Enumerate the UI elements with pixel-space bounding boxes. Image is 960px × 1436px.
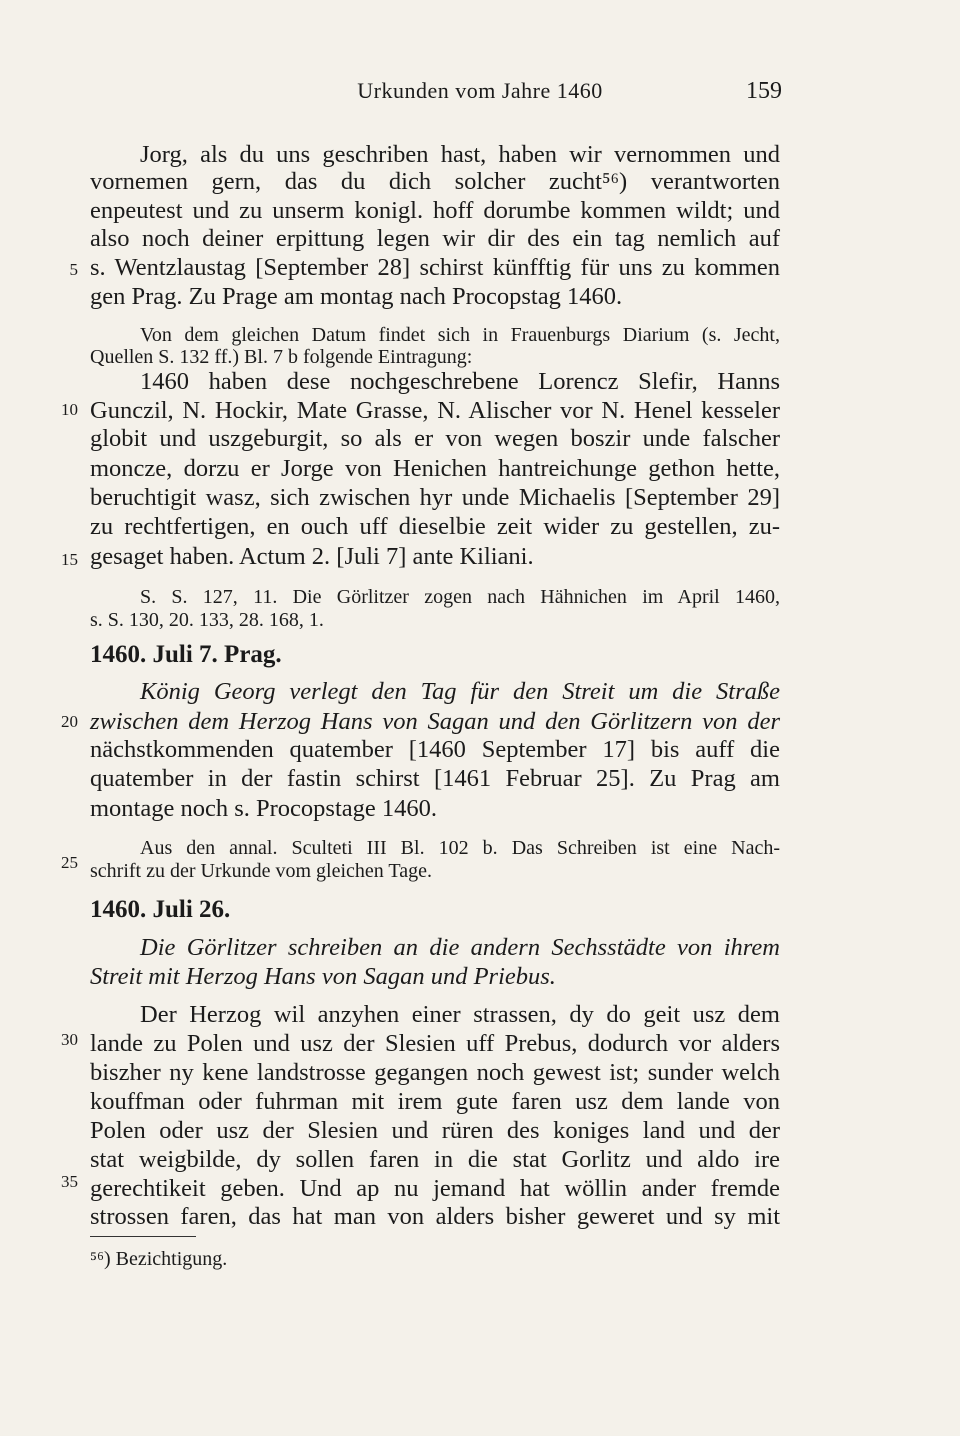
text-line: enpeutest und zu unserm konigl. hoff dorumbe kommen wildt; und xyxy=(90,197,780,224)
text-line: 1460 haben dese nochgeschrebene Lorencz Slefir, Hanns xyxy=(140,368,780,395)
text-line: Polen oder usz der Slesien und rüren des koniges land und der xyxy=(90,1117,780,1144)
note-line: Von dem gleichen Datum findet sich in Frauenburgs Diarium (s. Jecht, xyxy=(140,324,780,346)
text-line: biszher ny kene landstrosse gegangen noch gewest ist; sunder welch xyxy=(90,1059,780,1086)
note-line: s. S. 130, 20. 133, 28. 168, 1. xyxy=(90,609,324,631)
text-line: zu rechtfertigen, en ouch uff dieselbie zeit wider zu gestellen, zu- xyxy=(90,513,780,540)
section-heading: 1460. Juli 26. xyxy=(90,896,231,923)
text-line: globit und uszgeburgit, so als er von wegen boszir unde falscher xyxy=(90,425,780,452)
text-line: Gunczil, N. Hockir, Mate Grasse, N. Alischer vor N. Henel kesseler xyxy=(90,397,780,424)
text-line: vornemen gern, das du dich solcher zucht⁵⁶) verantworten xyxy=(90,168,780,195)
line-number: 5 xyxy=(69,260,78,279)
note-line: Aus den annal. Sculteti III Bl. 102 b. Das Schreiben ist eine Nach- xyxy=(140,837,780,859)
text-line: zwischen dem Herzog Hans von Sagan und den Görlitzern von der xyxy=(90,708,780,735)
text-line: gen Prag. Zu Prage am montag nach Procopstag 1460. xyxy=(90,283,623,310)
text-line: Der Herzog wil anzyhen einer strassen, dy do geit usz dem xyxy=(140,1001,780,1028)
text-line: gerechtikeit geben. Und ap nu jemand hat wöllin ander fremde xyxy=(90,1175,780,1202)
running-header: Urkunden vom Jahre 1460 xyxy=(357,78,603,103)
text-line: moncze, dorzu er Jorge von Henichen hantreichunge gethon hette, xyxy=(90,455,780,482)
text-line: Streit mit Herzog Hans von Sagan und Priebus. xyxy=(90,963,556,990)
text-line: kouffman oder fuhrman mit irem gute faren usz dem lande von xyxy=(90,1088,780,1115)
line-number: 20 xyxy=(61,712,78,731)
line-number: 10 xyxy=(61,400,78,419)
page-number: 159 xyxy=(746,78,782,104)
line-number: 25 xyxy=(61,853,78,872)
footnote-rule xyxy=(90,1236,196,1237)
text-line: Jorg, als du uns geschriben hast, haben wir vernommen und xyxy=(140,141,780,168)
text-line: beruchtigit wasz, sich zwischen hyr unde Michaelis [September 29] xyxy=(90,484,780,511)
text-line: lande zu Polen und usz der Slesien uff Prebus, dodurch vor alders xyxy=(90,1030,780,1057)
text-line: König Georg verlegt den Tag für den Streit um die Straße xyxy=(140,678,780,705)
text-line: stat weigbilde, dy sollen faren in die stat Gorlitz und aldo ire xyxy=(90,1146,780,1173)
text-line: Die Görlitzer schreiben an die andern Sechsstädte von ihrem xyxy=(140,934,780,961)
line-number: 35 xyxy=(61,1172,78,1191)
line-number: 30 xyxy=(61,1030,78,1049)
text-line: quatember in der fastin schirst [1461 Februar 25]. Zu Prag am xyxy=(90,765,780,792)
text-line: gesaget haben. Actum 2. [Juli 7] ante Kiliani. xyxy=(90,543,534,570)
note-line: S. S. 127, 11. Die Görlitzer zogen nach Hähnichen im April 1460, xyxy=(140,586,780,608)
text-line: strossen faren, das hat man von alders bisher geweret und sy mit xyxy=(90,1203,780,1230)
section-heading: 1460. Juli 7. Prag. xyxy=(90,641,282,668)
text-line: also noch deiner erpittung legen wir dir des ein tag nemlich auf xyxy=(90,225,780,252)
text-line: montage noch s. Procopstage 1460. xyxy=(90,795,438,822)
note-line: Quellen S. 132 ff.) Bl. 7 b folgende Eintragung: xyxy=(90,346,473,368)
text-line: nächstkommenden quatember [1460 September 17] bis auff die xyxy=(90,736,780,763)
footnote: ⁵⁶) Bezichtigung. xyxy=(90,1248,228,1270)
text-line: s. Wentzlaustag [September 28] schirst künfftig für uns zu kommen xyxy=(90,254,780,281)
line-number: 15 xyxy=(61,550,78,569)
note-line: schrift zu der Urkunde vom gleichen Tage. xyxy=(90,860,433,882)
